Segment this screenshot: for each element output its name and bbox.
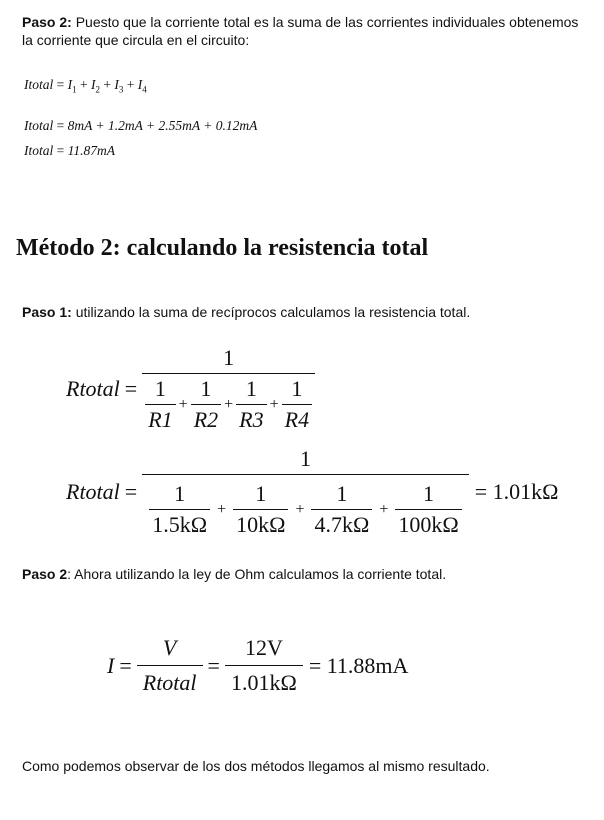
plus-sign: + (178, 395, 188, 413)
term-r4: R4 (284, 407, 310, 432)
subscript-3: 3 (118, 84, 124, 95)
term-numerator: 1 (154, 376, 166, 401)
equals-sign: = (207, 652, 220, 678)
ohm-numeric-fraction (225, 635, 303, 696)
paso1-intro (22, 303, 470, 321)
currents-values: 8mA + 1.2mA + 2.55mA + 0.12mA (67, 118, 258, 133)
method2-heading: Método 2: calculando la resistencia total (16, 235, 429, 261)
rtotal-value: 1.01kΩ (230, 670, 297, 695)
term-fraction (395, 481, 461, 538)
paso2-intro (22, 13, 582, 49)
conclusion-text: Como podemos observar de los dos métodos llegamos al mismo resultado. (22, 758, 490, 774)
subscript-4: 4 (142, 84, 147, 95)
equals-sign: = (119, 652, 132, 678)
term-r3: R3 (239, 407, 264, 432)
rtotal-symbol: Rtotal (66, 376, 120, 401)
current-symbol-1: I (67, 77, 73, 92)
ohm-symbolic-fraction (137, 635, 203, 696)
plus-sign: + (295, 500, 305, 518)
plus-sign: + (379, 500, 389, 518)
fraction-numerator: 1 (223, 345, 235, 370)
plus-sign: + (224, 395, 234, 413)
subscript-2: 2 (95, 84, 100, 95)
plus-sign: + (123, 77, 138, 92)
term-numerator: 1 (255, 481, 267, 506)
itotal-symbol: Itotal (24, 118, 54, 133)
term-numerator: 1 (174, 481, 186, 506)
term-numerator: 1 (423, 481, 435, 506)
plus-sign: + (100, 77, 115, 92)
equals-sign: = (53, 143, 68, 158)
paso1-label: Paso 1: (22, 304, 72, 320)
paso2-label: Paso 2: (22, 14, 72, 30)
equals-sign: = (124, 479, 138, 504)
main-fraction (142, 345, 315, 433)
itotal-symbol: Itotal (24, 77, 54, 92)
term-fraction (149, 481, 210, 538)
voltage-symbol: V (162, 635, 177, 660)
equals-sign: = (124, 376, 138, 401)
term-fraction (282, 376, 312, 433)
voltage-value: 12V (244, 635, 283, 660)
rtotal-numeric-formula (66, 446, 559, 538)
term-fraction (145, 376, 175, 433)
paso2-text: Puesto que la corriente total es la suma de las corrientes individuales obtenemos la corriente que circula en el circuito: (22, 14, 579, 48)
itotal-sum-equation (24, 77, 147, 93)
current-symbol-2: I (91, 77, 96, 92)
term-fraction (236, 376, 266, 433)
term-fraction (233, 481, 288, 538)
paso2-ohm-intro (22, 565, 446, 583)
term-1-5k: 1.5kΩ (152, 512, 208, 537)
itotal-values-equation (24, 118, 257, 134)
term-4-7k: 4.7kΩ (314, 512, 370, 537)
fraction-denominator (142, 374, 315, 433)
equals-sign: = (53, 118, 68, 133)
term-fraction (311, 481, 372, 538)
paso1-text: utilizando la suma de recíprocos calculamos la resistencia total. (71, 304, 471, 320)
current-symbol-3: I (114, 77, 119, 92)
rtotal-symbol: Rtotal (66, 479, 120, 504)
paso2-ohm-text: : Ahora utilizando la ley de Ohm calculamos la corriente total. (67, 566, 447, 582)
rtotal-result: = 1.01kΩ (474, 479, 559, 504)
term-numerator: 1 (245, 376, 257, 401)
plus-sign: + (217, 500, 227, 518)
current-result: = 11.88mA (308, 652, 409, 678)
fraction-denominator (142, 475, 469, 538)
itotal-result-equation (24, 143, 115, 159)
fraction-numerator: 1 (299, 446, 311, 471)
subscript-1: 1 (72, 84, 77, 95)
term-r1: R1 (148, 407, 173, 432)
term-10k: 10kΩ (236, 512, 286, 537)
current-symbol: I (107, 652, 115, 678)
current-symbol-4: I (137, 77, 143, 92)
term-numerator: 1 (336, 481, 348, 506)
equals-sign: = (53, 77, 68, 92)
ohm-law-formula (107, 635, 408, 696)
term-numerator: 1 (291, 376, 303, 401)
term-fraction (191, 376, 221, 433)
itotal-symbol: Itotal (24, 143, 54, 158)
main-fraction (142, 446, 469, 538)
paso2-ohm-label: Paso 2 (22, 566, 68, 582)
plus-sign: + (76, 77, 91, 92)
itotal-value: 11.87mA (67, 143, 115, 158)
term-numerator: 1 (200, 376, 212, 401)
term-100k: 100kΩ (398, 512, 459, 537)
rtotal-symbol: Rtotal (142, 670, 197, 695)
rtotal-symbolic-formula (66, 345, 315, 433)
plus-sign: + (269, 395, 279, 413)
term-r2: R2 (193, 407, 219, 432)
